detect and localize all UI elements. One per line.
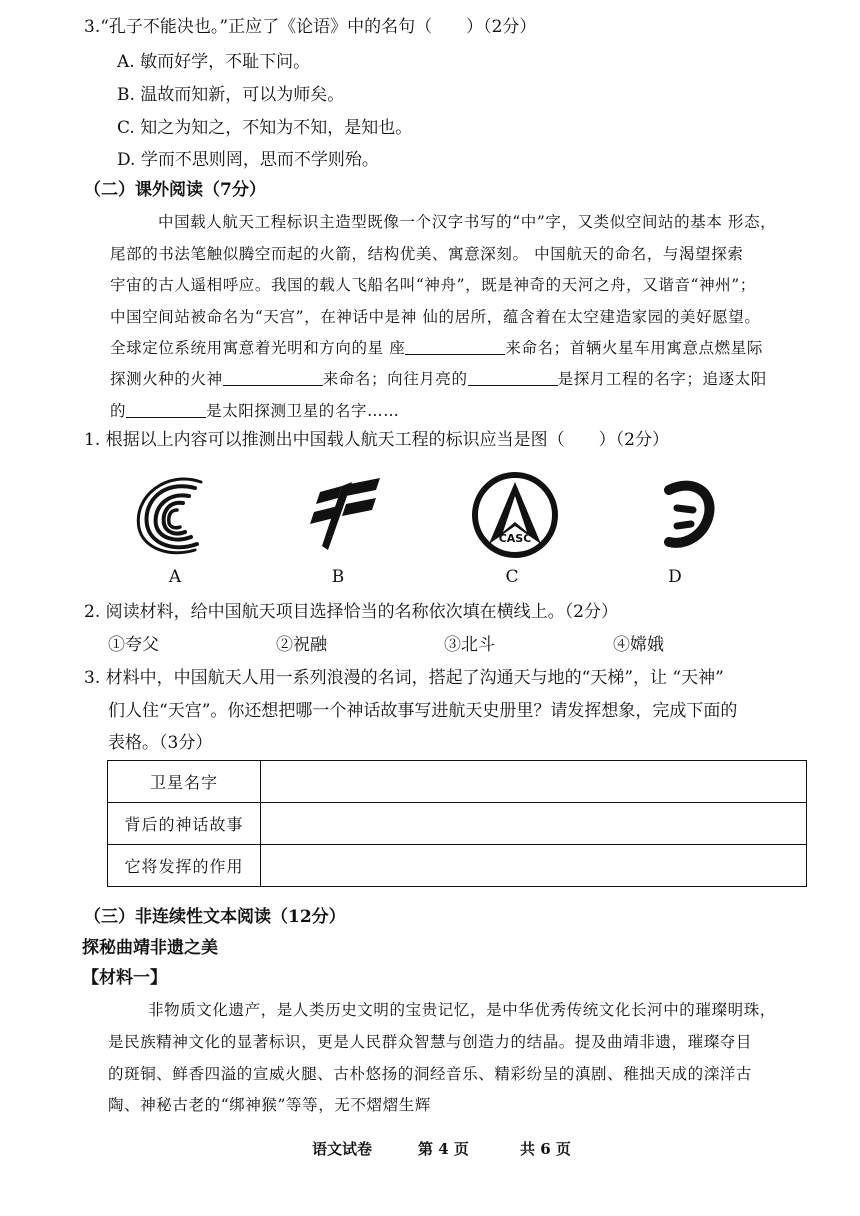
logo-c-text: CASC xyxy=(498,532,532,545)
passage-line-7-b: 是太阳探测卫星的名字…… xyxy=(206,402,400,420)
logo-c-label: C xyxy=(505,567,519,587)
logo-c-casc-emblem-icon xyxy=(465,470,565,560)
section3-subtitle: 探秘曲靖非遗之美 xyxy=(82,938,218,958)
passage-line-4: 中国空间站被命名为“天宫”，在神话中是神 仙的居所，蕴含着在太空建造家园的美好愿望。 xyxy=(110,308,761,326)
footer-total-pages: 共 6 页 xyxy=(520,1140,571,1158)
table-label-satellite-name: 卫星名字 xyxy=(108,761,261,803)
footer-subject: 语文试卷 xyxy=(312,1140,373,1158)
table-answer-cell[interactable] xyxy=(261,845,807,887)
q2-choice-2: ②祝融 xyxy=(276,635,327,655)
s3-passage-line-4: 陶、神秘古老的“绑神猴”等等，无不熠熠生辉 xyxy=(108,1096,431,1114)
passage-line-7 xyxy=(110,399,399,423)
passage-line-6-c: 是探月工程的名字；追逐太阳 xyxy=(557,370,767,388)
answer-table xyxy=(107,760,807,887)
table-answer-cell[interactable] xyxy=(261,761,807,803)
answer-blank-1[interactable] xyxy=(405,338,505,355)
passage-line-1: 中国载人航天工程标识主造型既像一个汉字书写的“中”字，又类似空间站的基本 形态， xyxy=(158,213,777,231)
table-label-function: 它将发挥的作用 xyxy=(108,845,261,887)
passage-line-2: 尾部的书法笔触似腾空而起的火箭，结构优美、寓意深刻。 中国航天的命名，与渴望探索 xyxy=(110,245,744,263)
answer-blank-2[interactable] xyxy=(223,369,323,386)
s3-passage-line-3: 的斑铜、鲜香四溢的宣威火腿、古朴悠扬的洞经音乐、精彩纷呈的滇剧、稚拙天成的滦洋古 xyxy=(108,1065,753,1083)
q2-choice-3: ③北斗 xyxy=(444,635,495,655)
section2-title: （二）课外阅读（7分） xyxy=(84,180,266,200)
passage-line-6-a: 探测火种的火神 xyxy=(110,370,223,388)
footer-page-number: 第 4 页 xyxy=(418,1140,469,1158)
logo-b-label: B xyxy=(331,567,345,587)
passage-line-6 xyxy=(110,367,767,391)
q3-line-3: 表格。（3分） xyxy=(108,733,213,753)
answer-blank-4[interactable] xyxy=(126,401,206,418)
s3-passage-line-1: 非物质文化遗产，是人类历史文明的宝贵记忆，是中华优秀传统文化长河中的璀璨明珠， xyxy=(148,1001,776,1019)
table-row xyxy=(108,761,807,803)
passage-line-7-a: 的 xyxy=(110,402,127,420)
s3-passage-line-2: 是民族精神文化的显著标识，更是人民群众智慧与创造力的结晶。提及曲靖非遗，璀璨夺目 xyxy=(108,1033,753,1051)
table-answer-cell[interactable] xyxy=(261,803,807,845)
table-row xyxy=(108,803,807,845)
q3-line-1: 3. 材料中，中国航天人用一系列浪漫的名词，搭起了沟通天与地的“天梯”，让 “天神” xyxy=(84,668,724,688)
q2-choice-4: ④嫦娥 xyxy=(613,635,664,655)
table-row xyxy=(108,845,807,887)
q3-prev-option-d: D. 学而不思则罔，思而不学则殆。 xyxy=(117,150,379,170)
logo-b-strokes-icon xyxy=(298,470,398,560)
q2-stem: 2. 阅读材料，给中国航天项目选择恰当的名称依次填在横线上。（2分） xyxy=(84,602,618,622)
q3-prev-option-c: C. 知之为知之，不知为不知，是知也。 xyxy=(117,118,413,138)
passage-line-6-b: 来命名；向往月亮的 xyxy=(322,370,468,388)
passage-line-5-a: 全球定位系统用寓意着光明和方向的星 座 xyxy=(110,339,406,357)
logo-d-brush-icon xyxy=(643,470,743,560)
q3-prev-stem: 3.“孔子不能决也。”正应了《论语》中的名句（ ）（2分） xyxy=(84,17,537,37)
q2-choice-1: ①夸父 xyxy=(108,635,159,655)
passage-line-5 xyxy=(110,336,763,360)
section3-title: （三）非连续性文本阅读（12分） xyxy=(84,907,346,927)
passage-line-5-b: 来命名；首辆火星车用寓意点燃星际 xyxy=(505,339,763,357)
logo-d-label: D xyxy=(668,567,682,587)
passage-line-3: 宇宙的古人遥相呼应。我国的载人飞船名叫“神舟”，既是神奇的天河之舟，又谐音“神州”； xyxy=(110,276,756,294)
q1-stem: 1. 根据以上内容可以推测出中国载人航天工程的标识应当是图（ ）（2分） xyxy=(84,430,669,450)
answer-blank-3[interactable] xyxy=(468,369,558,386)
table-label-myth-story: 背后的神话故事 xyxy=(108,803,261,845)
material-one-heading: 【材料一】 xyxy=(82,968,167,988)
q3-prev-option-b: B. 温故而知新，可以为师矣。 xyxy=(117,85,345,105)
logo-a-label: A xyxy=(168,567,182,587)
logo-a-spiral-icon xyxy=(125,470,225,560)
q3-prev-option-a: A. 敏而好学，不耻下问。 xyxy=(117,52,311,72)
q3-line-2: 们人住“天宫”。你还想把哪一个神话故事写进航天史册里？请发挥想象，完成下面的 xyxy=(108,701,738,721)
